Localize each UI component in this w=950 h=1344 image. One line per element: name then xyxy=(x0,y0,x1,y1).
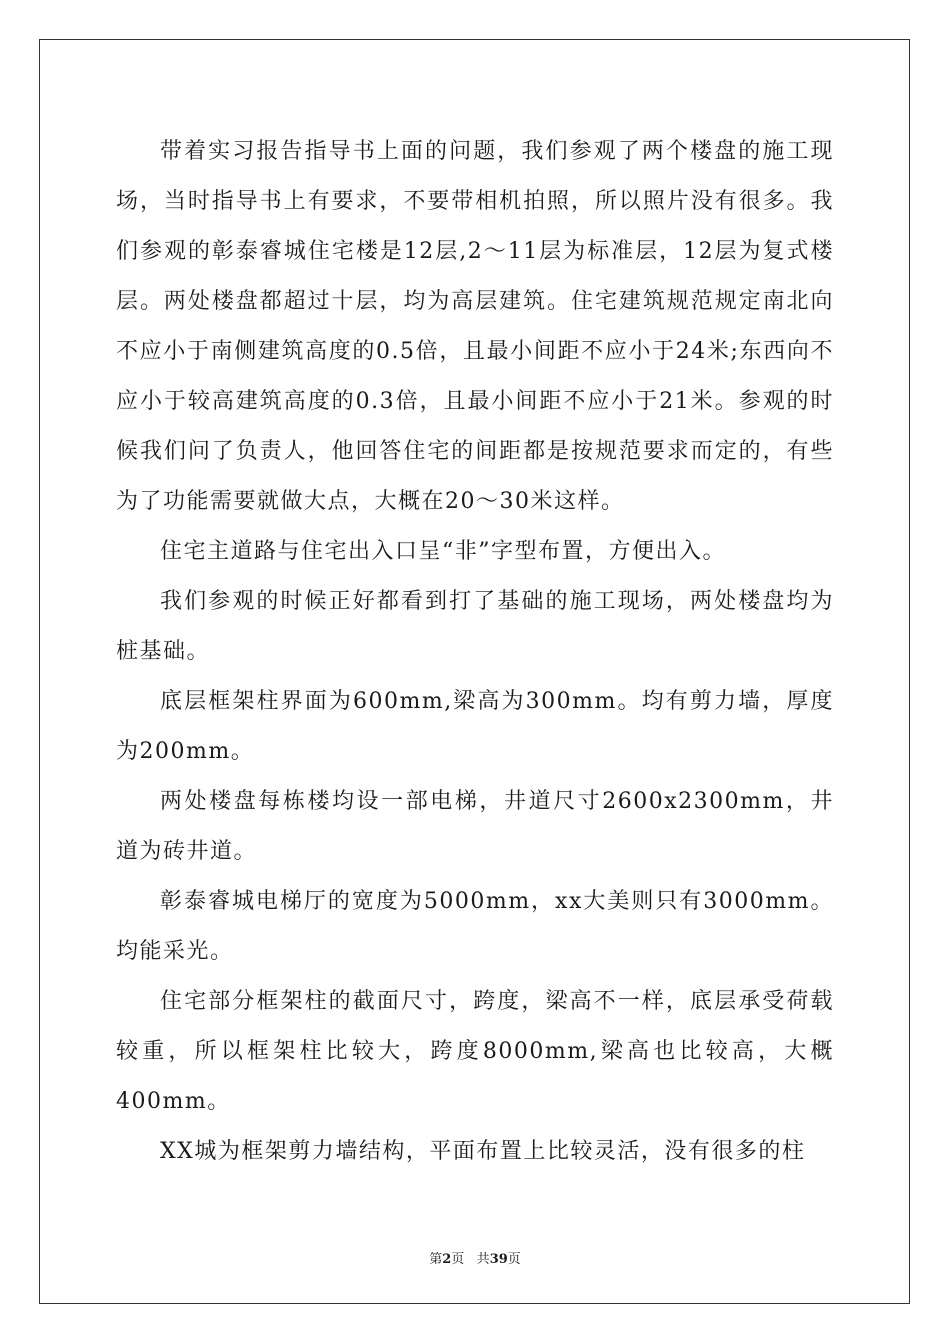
paragraph-7: 住宅部分框架柱的截面尺寸，跨度，梁高不一样，底层承受荷载较重，所以框架柱比较大，跨度8000mm,梁高也比较高，大概400mm。 xyxy=(116,989,834,1114)
paragraph-3: 我们参观的时候正好都看到打了基础的施工现场，两处楼盘均为桩基础。 xyxy=(116,589,834,664)
paragraph-8: XX城为框架剪力墙结构，平面布置上比较灵活，没有很多的柱 xyxy=(160,1139,806,1164)
paragraph-4: 底层框架柱界面为600mm,梁高为300mm。均有剪力墙，厚度为200mm。 xyxy=(116,689,834,764)
paragraph-2: 住宅主道路与住宅出入口呈“非”字型布置，方便出入。 xyxy=(160,539,726,564)
footer-page-unit: 页 xyxy=(451,1252,465,1267)
paragraph-1: 带着实习报告指导书上面的问题，我们参观了两个楼盘的施工现场，当时指导书上有要求，不要带相机拍照，所以照片没有很多。我们参观的彰泰睿城住宅楼是12层,2～11层为标准层，12层为复式楼层。两处楼盘都超过十层，均为高层建筑。住宅建筑规范规定南北向不应小于南侧建筑高度的0.5倍，且最小间距不应小于24米;东西向不应小于较高建筑高度的0.3倍，且最小间距不应小于21米。参观的时候我们问了负责人，他回答住宅的间距都是按规范要求而定的，有些为了功能需要就做大点，大概在20～30米这样。 xyxy=(116,139,834,514)
footer-prefix: 第 xyxy=(429,1252,443,1267)
page-footer xyxy=(0,1248,950,1267)
document-body xyxy=(116,127,834,1177)
footer-current-page: 2 xyxy=(442,1252,452,1267)
paragraph-5: 两处楼盘每栋楼均设一部电梯，井道尺寸2600x2300mm，井道为砖井道。 xyxy=(116,789,834,864)
footer-total-unit: 页 xyxy=(507,1252,521,1267)
footer-total-pages: 39 xyxy=(489,1252,508,1267)
paragraph-6: 彰泰睿城电梯厅的宽度为5000mm，xx大美则只有3000mm。均能采光。 xyxy=(116,889,834,964)
footer-total-prefix: 共 xyxy=(476,1252,490,1267)
